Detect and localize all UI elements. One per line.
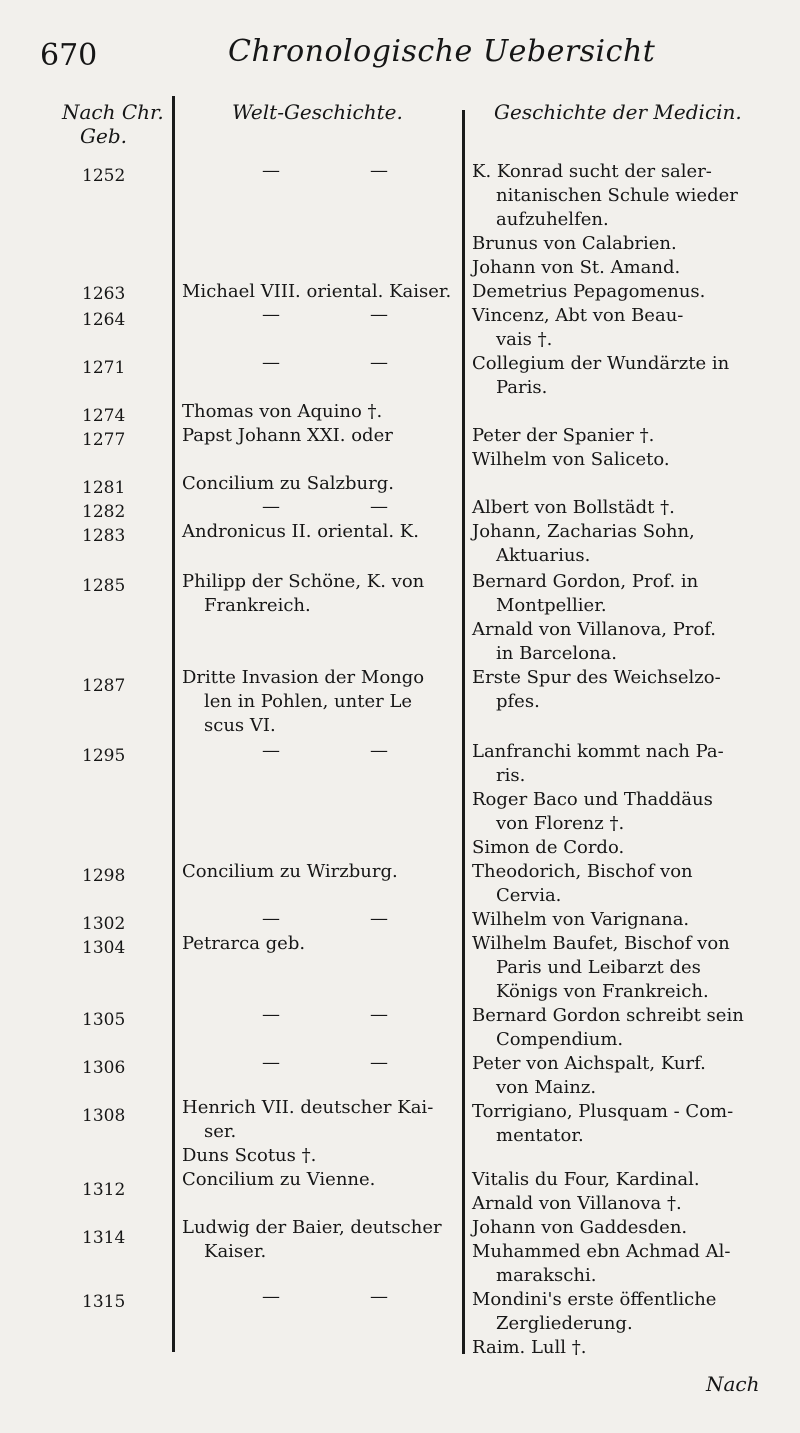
medicine-history-line: Mondini's erste öffentliche — [472, 1289, 717, 1310]
world-history-line: Concilium zu Vienne. — [182, 1169, 376, 1190]
world-history-line: Papst Johann XXI. oder — [182, 425, 393, 446]
medicine-history-line: Wilhelm von Varignana. — [472, 909, 690, 930]
ditto-dash: — — [262, 908, 280, 929]
medicine-history-line: Wilhelm von Saliceto. — [472, 449, 670, 470]
page-number: 670 — [40, 38, 98, 73]
year-label: 1315 — [82, 1292, 126, 1312]
ditto-dash: — — [262, 740, 280, 761]
ditto-dash: — — [370, 740, 388, 761]
medicine-history-line: Johann von St. Amand. — [472, 257, 681, 278]
medicine-history-line: Johann, Zacharias Sohn, — [472, 521, 695, 542]
medicine-history-line: Aktuarius. — [496, 545, 591, 566]
world-history-line: Michael VIII. oriental. Kaiser. — [182, 281, 452, 302]
year-label: 1298 — [82, 866, 126, 886]
year-column-header-line1: Nach Chr. — [62, 100, 164, 124]
medicine-history-line: nitanischen Schule wieder — [496, 185, 738, 206]
world-history-line: Concilium zu Salzburg. — [182, 473, 395, 494]
ditto-dash: — — [262, 1286, 280, 1307]
year-label: 1281 — [82, 478, 126, 498]
world-history-line: Thomas von Aquino †. — [182, 401, 383, 422]
medicine-history-line: in Barcelona. — [496, 643, 618, 664]
medicine-history-line: aufzuhelfen. — [496, 209, 609, 230]
medicine-history-line: Simon de Cordo. — [472, 837, 625, 858]
column-divider-left — [172, 96, 175, 1352]
medicine-history-line: Cervia. — [496, 885, 562, 906]
world-history-line: len in Pohlen, unter Le — [204, 691, 413, 712]
medicine-history-line: Albert von Bollstädt †. — [472, 497, 675, 518]
year-label: 1312 — [82, 1180, 126, 1200]
medicine-history-line: Theodorich, Bischof von — [472, 861, 693, 882]
medicine-history-line: Wilhelm Baufet, Bischof von — [472, 933, 730, 954]
year-label: 1314 — [82, 1228, 126, 1248]
medicine-history-line: Königs von Frankreich. — [496, 981, 709, 1002]
year-column-header-line2: Geb. — [80, 124, 127, 148]
medicine-history-line: Demetrius Pepagomenus. — [472, 281, 706, 302]
year-label: 1263 — [82, 284, 126, 304]
medicine-history-line: Arnald von Villanova, Prof. — [472, 619, 717, 640]
ditto-dash: — — [262, 304, 280, 325]
ditto-dash: — — [262, 1004, 280, 1025]
ditto-dash: — — [262, 160, 280, 181]
year-label: 1287 — [82, 676, 126, 696]
year-label: 1277 — [82, 430, 126, 450]
year-label: 1306 — [82, 1058, 126, 1078]
year-label: 1282 — [82, 502, 126, 522]
medicine-history-line: Peter der Spanier †. — [472, 425, 655, 446]
medicine-history-line: Arnald von Villanova †. — [472, 1193, 682, 1214]
medicine-history-line: Muhammed ebn Achmad Al- — [472, 1241, 731, 1262]
column-divider-right — [462, 110, 465, 1354]
world-history-line: scus VI. — [204, 715, 276, 736]
ditto-dash: — — [370, 1286, 388, 1307]
medicine-history-line: Montpellier. — [496, 595, 607, 616]
world-column-header: Welt-Geschichte. — [232, 100, 403, 124]
medicine-history-line: K. Konrad sucht der saler- — [472, 161, 712, 182]
ditto-dash: — — [370, 304, 388, 325]
ditto-dash: — — [262, 1052, 280, 1073]
medicine-history-line: Raim. Lull †. — [472, 1337, 587, 1358]
medicine-history-line: Vitalis du Four, Kardinal. — [472, 1169, 700, 1190]
medicine-history-line: Zergliederung. — [496, 1313, 633, 1334]
world-history-line: Duns Scotus †. — [182, 1145, 317, 1166]
medicine-history-line: Lanfranchi kommt nach Pa- — [472, 741, 724, 762]
medicine-history-line: von Florenz †. — [496, 813, 625, 834]
world-history-line: Ludwig der Baier, deutscher — [182, 1217, 442, 1238]
ditto-dash: — — [370, 1004, 388, 1025]
medicine-history-line: Roger Baco und Thaddäus — [472, 789, 713, 810]
running-title: Chronologische Uebersicht — [228, 34, 656, 69]
year-label: 1283 — [82, 526, 126, 546]
ditto-dash: — — [370, 496, 388, 517]
year-label: 1305 — [82, 1010, 126, 1030]
medicine-history-line: Peter von Aichspalt, Kurf. — [472, 1053, 706, 1074]
medicine-history-line: Bernard Gordon schreibt sein — [472, 1005, 744, 1026]
world-history-line: Andronicus II. oriental. K. — [182, 521, 419, 542]
year-label: 1264 — [82, 310, 126, 330]
world-history-line: Dritte Invasion der Mongo — [182, 667, 425, 688]
medicine-history-line: pfes. — [496, 691, 540, 712]
world-history-line: Philipp der Schöne, K. von — [182, 571, 425, 592]
medicine-history-line: Paris. — [496, 377, 548, 398]
medicine-history-line: Brunus von Calabrien. — [472, 233, 677, 254]
ditto-dash: — — [370, 160, 388, 181]
medicine-history-line: Compendium. — [496, 1029, 624, 1050]
ditto-dash: — — [370, 1052, 388, 1073]
catchword: Nach — [706, 1372, 760, 1396]
world-history-line: Kaiser. — [204, 1241, 267, 1262]
ditto-dash: — — [262, 352, 280, 373]
year-label: 1304 — [82, 938, 126, 958]
medicine-history-line: mentator. — [496, 1125, 584, 1146]
medicine-history-line: ris. — [496, 765, 526, 786]
medicine-history-line: marakschi. — [496, 1265, 597, 1286]
year-label: 1295 — [82, 746, 126, 766]
medicine-history-line: Torrigiano, Plusquam - Com- — [472, 1101, 734, 1122]
year-label: 1274 — [82, 406, 126, 426]
medicine-history-line: Bernard Gordon, Prof. in — [472, 571, 699, 592]
medicine-column-header: Geschichte der Medicin. — [494, 100, 742, 124]
world-history-line: ser. — [204, 1121, 237, 1142]
year-label: 1285 — [82, 576, 126, 596]
medicine-history-line: Collegium der Wundärzte in — [472, 353, 730, 374]
medicine-history-line: vais †. — [496, 329, 553, 350]
year-label: 1302 — [82, 914, 126, 934]
ditto-dash: — — [370, 352, 388, 373]
world-history-line: Petrarca geb. — [182, 933, 306, 954]
year-label: 1252 — [82, 166, 126, 186]
medicine-history-line: Johann von Gaddesden. — [472, 1217, 688, 1238]
year-label: 1308 — [82, 1106, 126, 1126]
world-history-line: Henrich VII. deutscher Kai- — [182, 1097, 434, 1118]
medicine-history-line: von Mainz. — [496, 1077, 597, 1098]
world-history-line: Frankreich. — [204, 595, 311, 616]
year-label: 1271 — [82, 358, 126, 378]
ditto-dash: — — [262, 496, 280, 517]
ditto-dash: — — [370, 908, 388, 929]
medicine-history-line: Paris und Leibarzt des — [496, 957, 701, 978]
medicine-history-line: Erste Spur des Weichselzo- — [472, 667, 721, 688]
medicine-history-line: Vincenz, Abt von Beau- — [472, 305, 684, 326]
world-history-line: Concilium zu Wirzburg. — [182, 861, 398, 882]
